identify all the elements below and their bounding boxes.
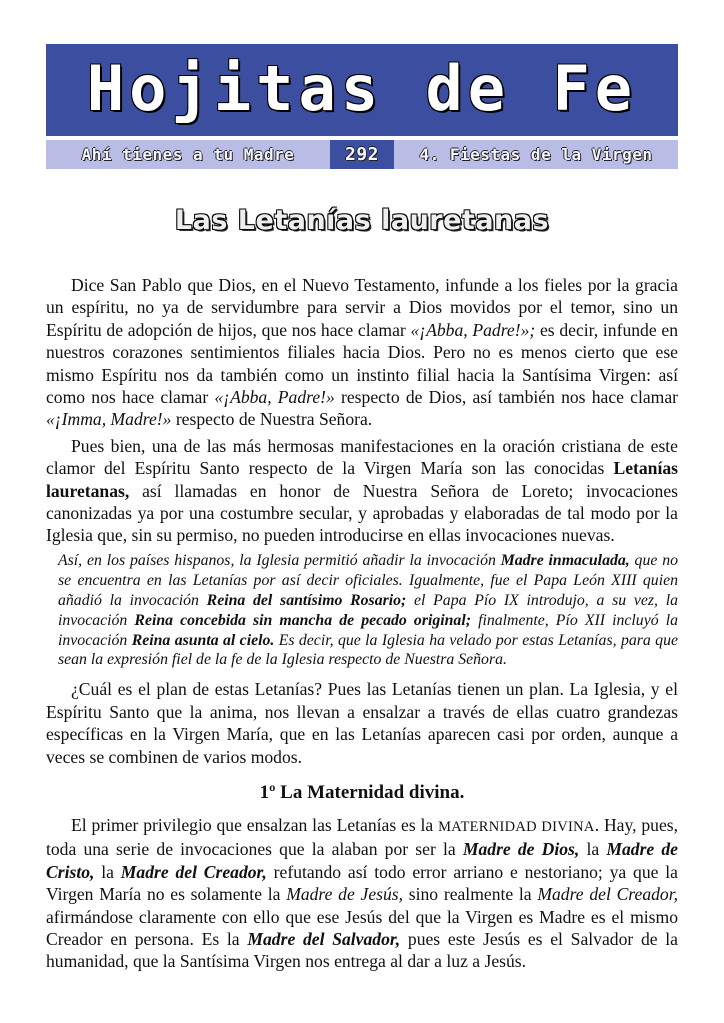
invocation: Reina concebida sin mancha de pecado original; bbox=[134, 611, 471, 629]
text-run: pues este Jesús es el Salvador de la humanidad, que la Santísima Virgen nos entrega al dar a luz a Jesús. bbox=[46, 928, 678, 972]
subtitle-band bbox=[46, 140, 678, 169]
paragraph-1 bbox=[46, 274, 678, 431]
title-madre-del-salvador: Madre del Salvador, bbox=[247, 928, 401, 949]
small-caps-term: MATERNIDAD DIVINA bbox=[438, 818, 595, 835]
text-run: que no se encuentra en las Letanías por así decir oficiales. Igualmente, fue el Papa León XIII quien añadió la invocación bbox=[58, 551, 678, 609]
quote-abba: «¡Abba, Padre!» bbox=[214, 387, 335, 408]
title-madre-del-creador: Madre del Creador, bbox=[120, 861, 267, 882]
document-body bbox=[46, 274, 678, 973]
text-run: Dice San Pablo que Dios, en el Nuevo Testamento, infunde a los fieles por la gracia un espíritu, no ya de servidumbre para servir a Dios movidos por el temor, sino un Espíritu de adopción de hijos, que nos hace clamar bbox=[46, 275, 678, 340]
section-heading: 1º La Maternidad divina. bbox=[259, 781, 465, 803]
text-run: sino realmente la bbox=[403, 884, 538, 905]
text-run: respecto de Nuestra Señora. bbox=[171, 409, 373, 430]
text-run: la bbox=[579, 839, 607, 860]
text-run: Pues bien, una de las más hermosas manifestaciones en la oración cristiana de este clamor del Espíritu Santo respecto de la Virgen María son las conocidas bbox=[46, 435, 678, 479]
paragraph-4 bbox=[46, 814, 678, 973]
text-run: refutando así todo error arriano e nestoriano; ya que la Virgen María no es solamente la bbox=[46, 861, 678, 905]
text-run: así llamadas en honor de Nuestra Señora de Loreto; invocaciones canonizadas ya por una costumbre secular, y aprobadas y elaboradas de tal modo por la Iglesia que, sin su permiso, no pueden introducirse en ellas invocaciones nuevas. bbox=[46, 480, 678, 546]
text-run: el Papa Pío IX introdujo, a su vez, la invocación bbox=[58, 591, 678, 629]
bold-term: Letanías lauretanas, bbox=[46, 458, 678, 501]
section-subtitle: 4. Fiestas de la Virgen bbox=[419, 145, 653, 164]
invocation: Madre inmaculada, bbox=[500, 551, 630, 569]
invocation: Reina asunta al cielo. bbox=[131, 631, 275, 649]
series-subtitle: Ahí tienes a tu Madre bbox=[81, 145, 295, 164]
text-run: Así, en los países hispanos, la Iglesia permitió añadir la invocación bbox=[58, 551, 501, 569]
text-run: El primer privilegio que ensalzan las Letanías es la bbox=[71, 814, 439, 835]
issue-number: 292 bbox=[330, 140, 394, 169]
paragraph-2 bbox=[46, 435, 678, 547]
publication-title: Hojitas de Fe bbox=[86, 52, 638, 125]
quote-abba: «¡Abba, Padre!»; bbox=[410, 319, 536, 340]
title-madre-del-creador: Madre del Creador, bbox=[537, 884, 678, 905]
masthead bbox=[46, 44, 678, 169]
text-run: es decir, infunde en nuestros corazones sentimientos filiales hacia Dios. Pero no es menos cierto que ese mismo Espíritu nos da también como un instinto filial hacia la Santísima Virgen: así como nos hace clamar bbox=[46, 319, 678, 408]
title-madre-de-jesus: Madre de Jesús, bbox=[286, 884, 404, 905]
text-run: finalmente, Pío XII incluyó la invocación bbox=[58, 611, 678, 649]
text-run: respecto de Dios, así también nos hace clamar bbox=[334, 387, 678, 408]
title-madre-de-cristo: Madre de Cristo, bbox=[46, 839, 678, 882]
title-madre-de-dios: Madre de Dios, bbox=[462, 839, 580, 860]
text-run: afirmándose claramente con ello que ese Jesús del que la Virgen es Madre es el mismo Creador en persona. Es la bbox=[46, 906, 678, 949]
note-paragraph bbox=[46, 551, 678, 670]
text-run: la bbox=[94, 861, 121, 882]
document-title: Las Letanías lauretanas bbox=[174, 205, 550, 236]
paragraph-3: ¿Cuál es el plan de estas Letanías? Pues las Letanías tienen un plan. La Iglesia, y el Espíritu Santo que la anima, nos llevan a ensalzar a través de ellas cuatro grandezas específicas en la Virgen María, que en las Letanías aparecen casi por orden, aunque a veces se combinen de varios modos. bbox=[46, 679, 678, 767]
text-run: Es decir, que la Iglesia ha velado por estas Letanías, para que sean la expresión fiel de la fe de la Iglesia respecto de Nuestra Señora. bbox=[58, 631, 678, 669]
invocation: Reina del santísimo Rosario; bbox=[206, 591, 407, 609]
title-band bbox=[46, 44, 678, 136]
quote-imma: «¡Imma, Madre!» bbox=[46, 409, 172, 430]
text-run: . Hay, pues, toda una serie de invocaciones que la alaban por ser la bbox=[46, 814, 679, 860]
